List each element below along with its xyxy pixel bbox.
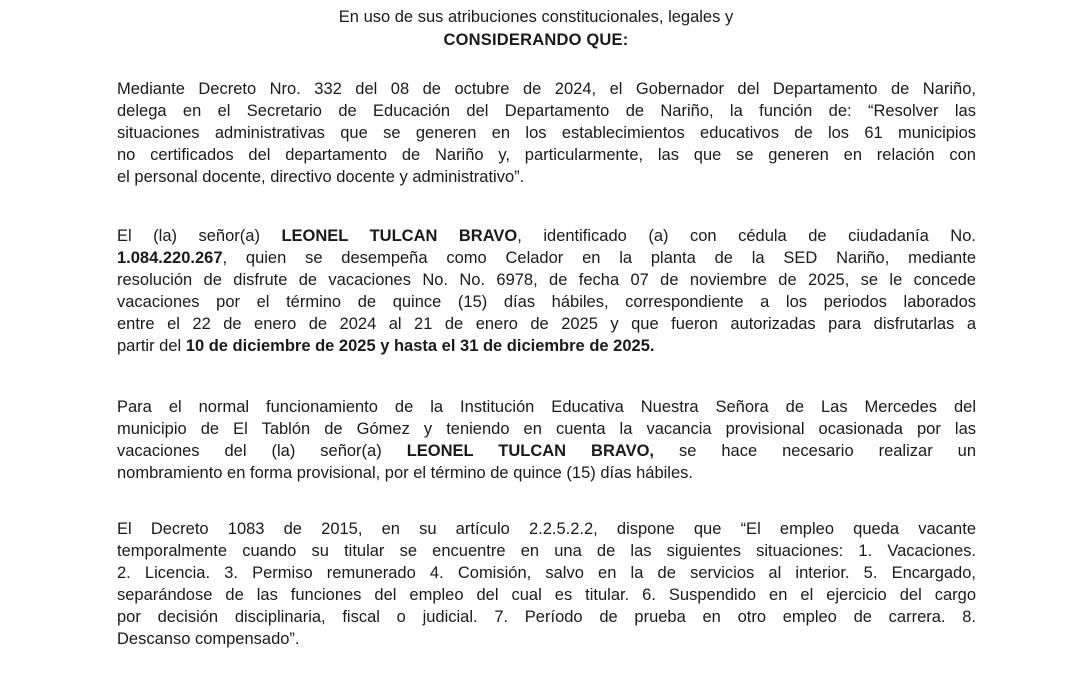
paragraph-line: Mediante Decreto Nro. 332 del 08 de octubre de 2024, el Gobernador del Departamento de Nariño, bbox=[117, 80, 976, 98]
paragraph-line: temporalmente cuando su titular se encuentre en una de las siguientes situaciones: 1. Vacaciones. bbox=[117, 542, 976, 560]
vacation-dates: 10 de diciembre de 2025 y hasta el 31 de diciembre de 2025. bbox=[185, 337, 655, 355]
paragraph-line: separándose de las funciones del empleo del cual es titular. 6. Suspendido en el ejercicio del cargo bbox=[117, 586, 976, 604]
considerando-heading: CONSIDERANDO QUE: bbox=[443, 31, 629, 49]
text-run: partir del bbox=[117, 337, 186, 355]
paragraph-line: delega en el Secretario de Educación del Departamento de Nariño, la función de: “Resolver las bbox=[117, 102, 976, 120]
paragraph-vacation-resolution bbox=[117, 225, 976, 357]
paragraph-line: Descanso compensado”. bbox=[117, 630, 300, 648]
paragraph-line: 2. Licencia. 3. Permiso remunerado 4. Comisión, salvo en la de servicios al interior. 5. Encargado, bbox=[117, 564, 976, 582]
text-run: vacaciones del (la) señor(a) bbox=[117, 442, 407, 460]
paragraph-line bbox=[117, 269, 976, 291]
id-number: 1.084.220.267 bbox=[117, 249, 223, 267]
paragraph-decree-332 bbox=[117, 78, 976, 188]
paragraph-line: el personal docente, directivo docente y administrativo”. bbox=[117, 168, 525, 186]
text-run: resolución de disfrute de vacaciones No. No. 6978 bbox=[117, 271, 534, 289]
text-run: , identificado (a) con cédula de ciudadanía No. bbox=[517, 227, 976, 245]
paragraph-line: vacaciones por el término de quince (15) días hábiles, correspondiente a los periodos laborados bbox=[117, 293, 976, 311]
paragraph-decree-1083 bbox=[117, 518, 976, 650]
paragraph-line bbox=[117, 335, 976, 357]
paragraph-line bbox=[117, 247, 976, 269]
text-run: , quien se desempeña como Celador en la planta de la SED Nariño, mediante bbox=[222, 249, 976, 267]
paragraph-line: entre el 22 de enero de 2024 al 21 de enero de 2025 y que fueron autorizadas para disfrutarlas a bbox=[117, 315, 976, 333]
paragraph-provisional-vacancy bbox=[117, 396, 976, 484]
text-run: , de fecha 07 de noviembre de 2025, se le concede bbox=[533, 271, 976, 289]
paragraph-line bbox=[117, 225, 976, 247]
paragraph-line: El Decreto 1083 de 2015, en su artículo 2.2.5.2.2, dispone que “El empleo queda vacante bbox=[117, 520, 976, 538]
attributions-line: En uso de sus atribuciones constitucionales, legales y bbox=[338, 8, 734, 26]
paragraph-line: situaciones administrativas que se generen en los establecimientos educativos de los 61 municipios bbox=[117, 124, 976, 142]
paragraph-line: nombramiento en forma provisional, por el término de quince (15) días hábiles. bbox=[117, 464, 693, 482]
paragraph-line bbox=[117, 440, 976, 462]
paragraph-line: municipio de El Tablón de Gómez y teniendo en cuenta la vacancia provisional ocasionada por las bbox=[117, 420, 976, 438]
employee-name: LEONEL TULCAN BRAVO bbox=[281, 227, 518, 245]
text-run: se hace necesario realizar un bbox=[654, 442, 976, 460]
paragraph-line: Para el normal funcionamiento de la Institución Educativa Nuestra Señora de Las Mercedes del bbox=[117, 398, 976, 416]
paragraph-line: no certificados del departamento de Nariño y, particularmente, las que se generen en relación con bbox=[117, 146, 976, 164]
paragraph-line: por decisión disciplinaria, fiscal o judicial. 7. Período de prueba en otro empleo de carrera. 8. bbox=[117, 608, 976, 626]
text-run: El (la) señor(a) bbox=[117, 227, 282, 245]
employee-name: LEONEL TULCAN BRAVO, bbox=[406, 442, 654, 460]
